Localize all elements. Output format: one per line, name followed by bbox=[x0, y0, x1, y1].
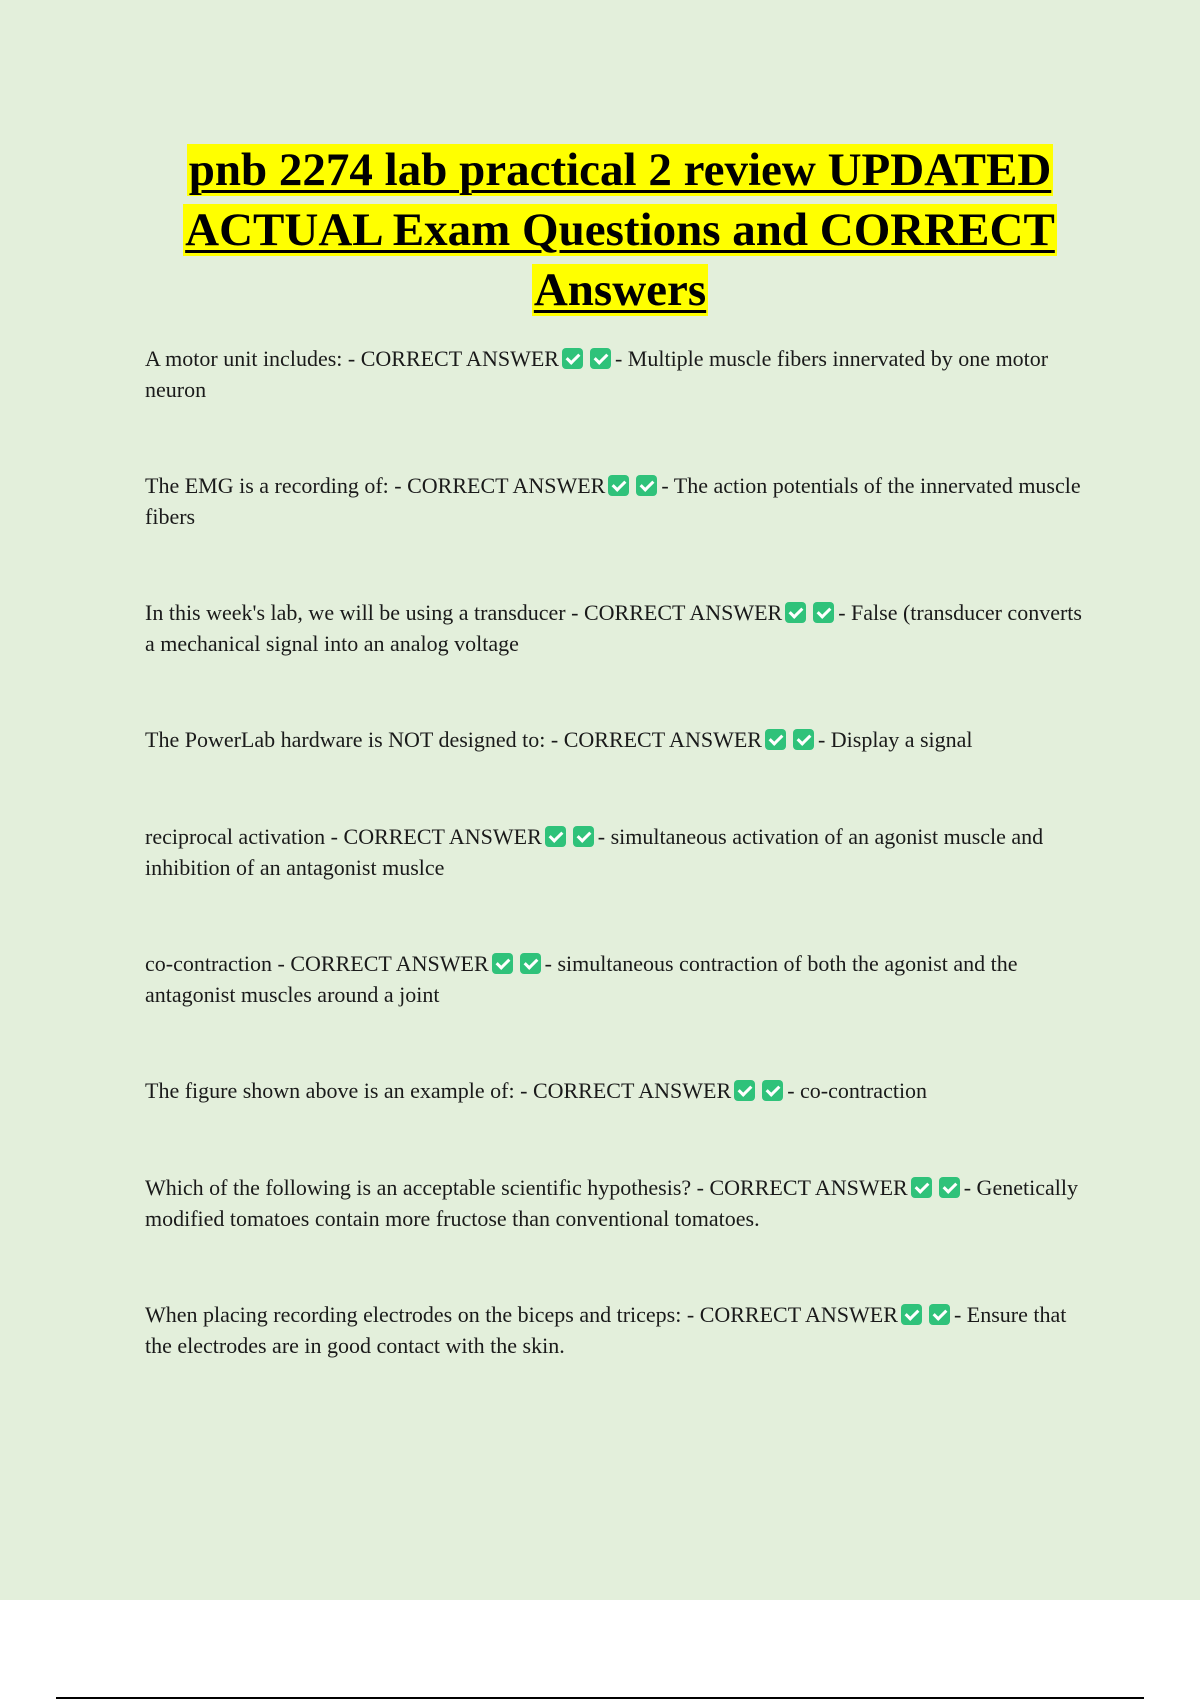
question-text: The figure shown above is an example of: - bbox=[145, 1078, 533, 1103]
answer-marker: CORRECT ANSWER bbox=[343, 824, 542, 849]
answer-text: - Display a signal bbox=[817, 727, 973, 752]
question-text: A motor unit includes: - bbox=[145, 346, 361, 371]
document-title bbox=[130, 140, 1110, 320]
answer-text: - False (transducer converts a mechanical signal into an analog voltage bbox=[145, 600, 1082, 656]
check-mark-icon bbox=[939, 1177, 960, 1198]
check-mark-icon bbox=[762, 1080, 783, 1101]
qa-item bbox=[145, 1299, 1090, 1361]
check-mark-icon bbox=[590, 348, 611, 369]
answer-text: - The action potentials of the innervated muscle fibers bbox=[145, 473, 1081, 529]
check-mark-icon bbox=[765, 729, 786, 750]
check-mark-icon bbox=[573, 826, 594, 847]
title-text: pnb 2274 lab practical 2 review UPDATED ACTUAL Exam Questions and CORRECT Answers bbox=[185, 144, 1055, 316]
answer-marker: CORRECT ANSWER bbox=[699, 1302, 898, 1327]
answer-text: - simultaneous contraction of both the agonist and the antagonist muscles around a joint bbox=[145, 951, 1018, 1007]
answer-marker: CORRECT ANSWER bbox=[290, 951, 489, 976]
question-text: When placing recording electrodes on the biceps and triceps: - bbox=[145, 1302, 700, 1327]
question-text: reciprocal activation - bbox=[145, 824, 344, 849]
check-mark-icon bbox=[520, 953, 541, 974]
qa-item bbox=[145, 343, 1090, 405]
answer-text: - Multiple muscle fibers innervated by one motor neuron bbox=[145, 346, 1049, 402]
answer-marker: CORRECT ANSWER bbox=[532, 1078, 732, 1103]
answer-text: - Ensure that the electrodes are in good contact with the skin. bbox=[145, 1302, 1067, 1358]
check-mark-icon bbox=[785, 602, 806, 623]
answer-marker: CORRECT ANSWER bbox=[583, 600, 783, 625]
answer-text: - co-contraction bbox=[787, 1078, 928, 1103]
check-mark-icon bbox=[608, 475, 629, 496]
check-mark-icon bbox=[636, 475, 657, 496]
qa-item bbox=[145, 597, 1090, 659]
question-text: In this week's lab, we will be using a transducer - bbox=[145, 600, 584, 625]
check-mark-icon bbox=[492, 953, 513, 974]
answer-marker: CORRECT ANSWER bbox=[407, 473, 606, 498]
check-mark-icon bbox=[793, 729, 814, 750]
answer-text: - simultaneous activation of an agonist muscle and inhibition of an antagonist muslce bbox=[145, 824, 1044, 880]
answer-text: - Genetically modified tomatoes contain more fructose than conventional tomatoes. bbox=[145, 1175, 1078, 1231]
answer-marker: CORRECT ANSWER bbox=[709, 1175, 908, 1200]
qa-item bbox=[145, 821, 1090, 883]
qa-item bbox=[145, 724, 1090, 755]
question-text: The EMG is a recording of: - bbox=[145, 473, 408, 498]
answer-marker: CORRECT ANSWER bbox=[563, 727, 762, 752]
check-mark-icon bbox=[813, 602, 834, 623]
question-text: co-contraction - bbox=[145, 951, 291, 976]
qa-item bbox=[145, 1075, 1090, 1106]
check-mark-icon bbox=[734, 1080, 755, 1101]
qa-item bbox=[145, 1172, 1090, 1234]
footer-rule bbox=[56, 1697, 1144, 1699]
check-mark-icon bbox=[562, 348, 583, 369]
check-mark-icon bbox=[911, 1177, 932, 1198]
qa-item bbox=[145, 948, 1090, 1010]
qa-item bbox=[145, 470, 1090, 532]
check-mark-icon bbox=[901, 1304, 922, 1325]
check-mark-icon bbox=[929, 1304, 950, 1325]
answer-marker: CORRECT ANSWER bbox=[360, 346, 559, 371]
title-block bbox=[130, 140, 1110, 320]
question-text: The PowerLab hardware is NOT designed to: - bbox=[145, 727, 564, 752]
check-mark-icon bbox=[545, 826, 566, 847]
question-text: Which of the following is an acceptable scientific hypothesis? - bbox=[145, 1175, 710, 1200]
